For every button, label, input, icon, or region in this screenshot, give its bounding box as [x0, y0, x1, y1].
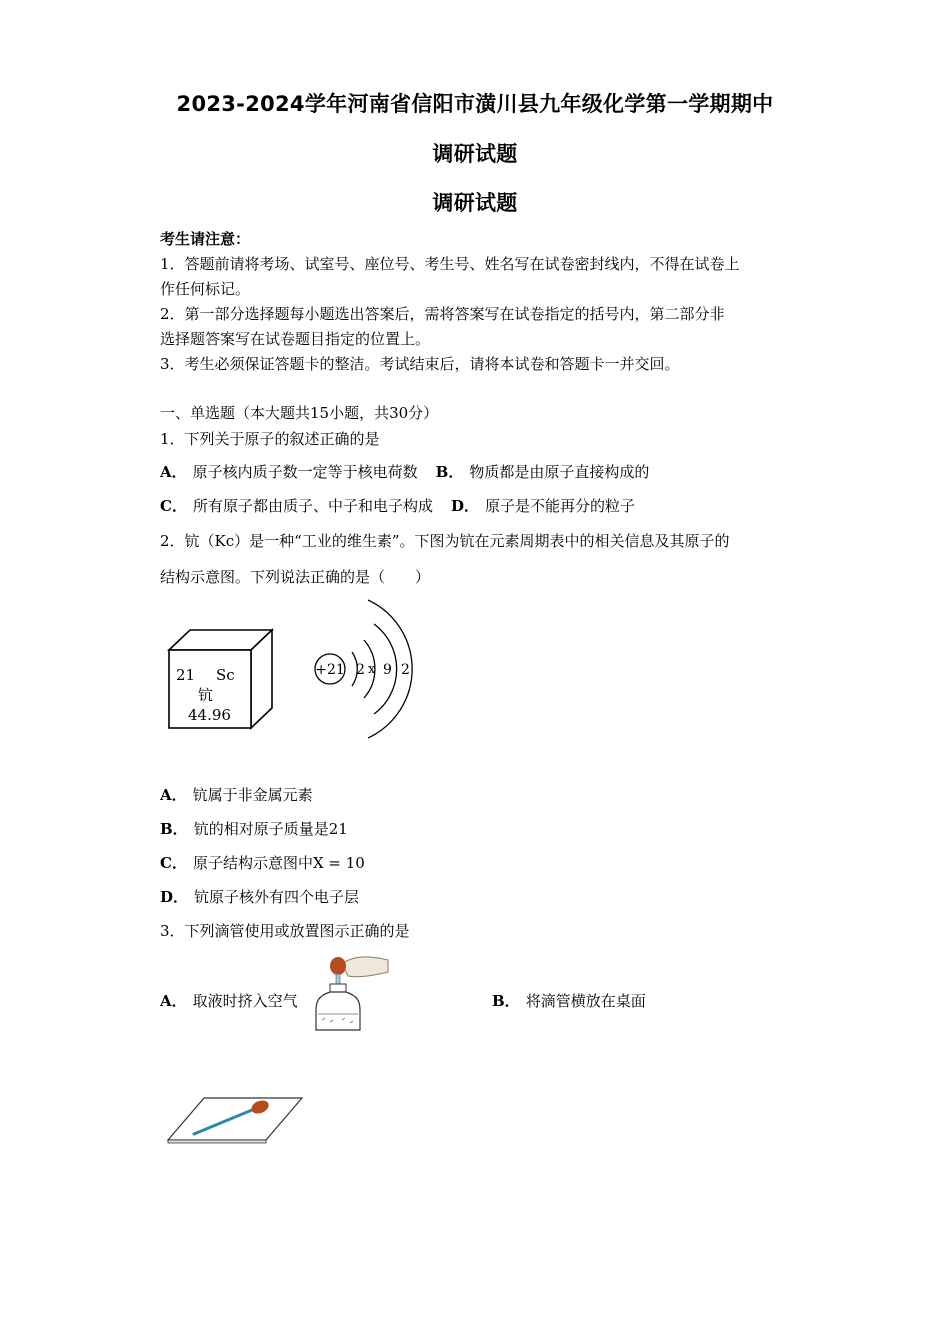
exam-title-line2: 调研试题 [432, 142, 518, 166]
q1-option-c-label: C． [160, 497, 187, 515]
notice-item-1-line-1: 1．答题前请将考场、试室号、座位号、考生号、姓名写在试卷密封线内，不得在试卷上 [160, 255, 740, 273]
question-1-stem: 1．下列关于原子的叙述正确的是 [160, 430, 380, 448]
shell-2-electrons: x [368, 662, 376, 677]
question-2-option-b [160, 818, 348, 839]
element-symbol: Sc [216, 666, 235, 684]
q1-option-b-label: B． [435, 463, 464, 481]
question-3-stem: 3．下列滴管使用或放置图示正确的是 [160, 922, 410, 940]
q3-option-a-label: A． [160, 992, 187, 1010]
q2-option-a-label: A． [160, 786, 187, 804]
hand-shape [342, 957, 388, 977]
q2-option-c-text: 原子结构示意图中X = 10 [192, 854, 365, 872]
notice-heading: 考生请注意： [160, 230, 251, 248]
bottle-neck [330, 984, 346, 992]
q1-option-d-label: D． [450, 497, 479, 515]
dropper-bottle-illustration [308, 950, 394, 1038]
atom-structure-figure [308, 596, 418, 742]
q1-option-d-text: 原子是不能再分的粒子 [484, 497, 635, 515]
q2-option-b-label: B． [160, 820, 188, 838]
section-heading: 一、单选题（本大题共15小题，共30分） [160, 404, 439, 422]
atom-nuclear-charge: +21 [315, 662, 345, 678]
dropper-bulb [330, 957, 346, 975]
q2-option-d-text: 钪原子核外有四个电子层 [194, 888, 360, 906]
shell-3-electrons: 9 [383, 662, 392, 678]
question-2-stem-line-2: 结构示意图。下列说法正确的是（ ） [160, 568, 431, 586]
notice-item-2-line-1: 2．第一部分选择题每小题选出答案后，需将答案写在试卷指定的括号内，第二部分非 [160, 305, 725, 323]
notice-item-1-line-2: 作任何标记。 [160, 280, 251, 298]
table-surface [168, 1098, 302, 1140]
q2-option-c-label: C． [160, 854, 187, 872]
question-1-options-cd [160, 495, 635, 516]
q2-option-a-text: 钪属于非金属元素 [192, 786, 313, 804]
exam-title-line1: 2023-2024学年河南省信阳市潢川县九年级化学第一学期期中 [176, 92, 774, 116]
q2-option-b-text: 钪的相对原子质量是21 [193, 820, 348, 838]
question-2-stem-line-1: 2．钪（Kc）是一种“工业的维生素”。下图为钪在元素周期表中的相关信息及其原子的 [160, 532, 730, 550]
shell-1-electrons: 2 [356, 662, 365, 678]
question-2-option-c [160, 852, 365, 873]
shell-4-electrons: 2 [401, 662, 410, 678]
element-name: 钪 [198, 686, 214, 704]
question-2-option-a [160, 784, 313, 805]
exam-subtitle: 调研试题 [432, 191, 518, 215]
reagent-bottle [316, 992, 360, 1030]
dropper-on-table-illustration [164, 1094, 306, 1144]
element-atomic-mass: 44.96 [188, 706, 231, 724]
question-3-option-b [492, 990, 646, 1011]
element-atomic-number: 21 [176, 666, 196, 684]
q1-option-b-text: 物质都是由原子直接构成的 [469, 463, 650, 481]
q3-option-b-label: B． [492, 992, 520, 1010]
element-cube-figure [160, 622, 280, 734]
q1-option-a-text: 原子核内质子数一定等于核电荷数 [192, 463, 418, 481]
table-edge [168, 1140, 266, 1143]
q1-option-c-text: 所有原子都由质子、中子和电子构成 [192, 497, 433, 515]
notice-item-3: 3．考生必须保证答题卡的整洁。考试结束后，请将本试卷和答题卡一并交回。 [160, 355, 680, 373]
question-1-options-ab [160, 461, 649, 482]
q1-option-a-label: A． [160, 463, 187, 481]
q2-option-d-label: D． [160, 888, 189, 906]
notice-item-2-line-2: 选择题答案写在试卷题目指定的位置上。 [160, 330, 431, 348]
question-2-option-d [160, 886, 359, 907]
q3-option-a-text: 取液时挤入空气 [192, 992, 298, 1010]
q3-option-b-text: 将滴管横放在桌面 [525, 992, 646, 1010]
question-3-option-a [160, 990, 298, 1011]
